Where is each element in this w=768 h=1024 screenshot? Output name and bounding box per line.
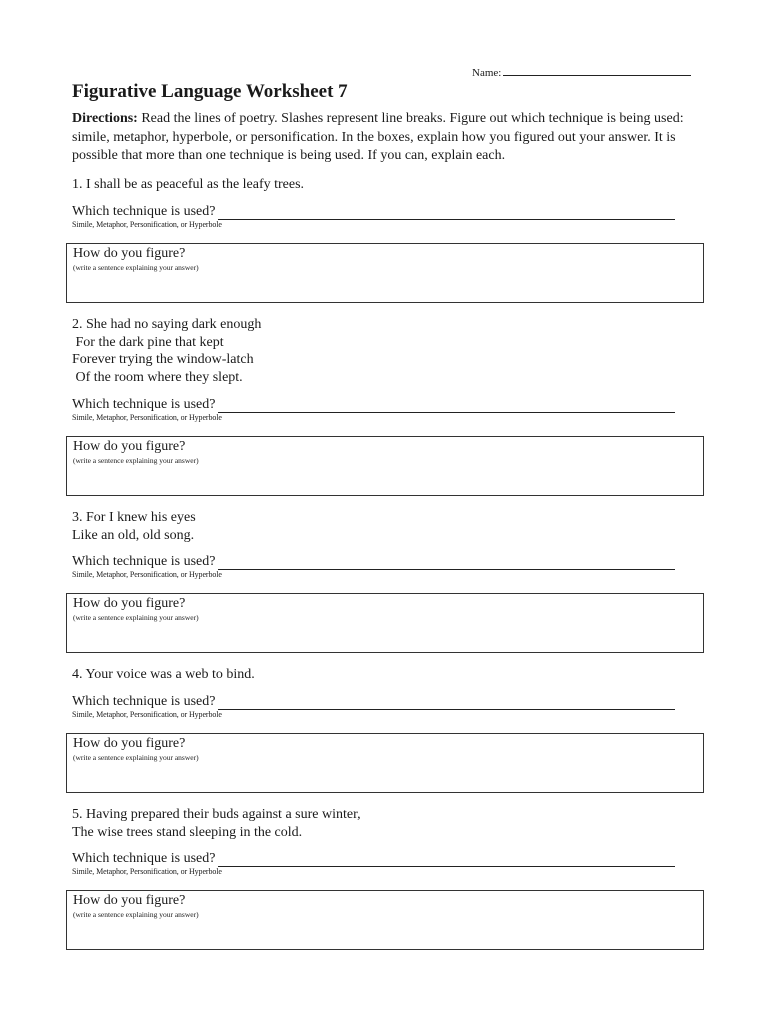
question-2 bbox=[72, 316, 712, 386]
answer-box-hint: (write a sentence explaining your answer) bbox=[73, 456, 199, 465]
technique-prompt: Which technique is used? bbox=[72, 694, 216, 709]
answer-box-5[interactable] bbox=[66, 890, 704, 950]
technique-5 bbox=[72, 851, 712, 876]
technique-2 bbox=[72, 397, 712, 422]
directions-text: Read the lines of poetry. Slashes represent line breaks. Figure out which technique is being used: simile, metaphor, hyperbole, or personification. In the boxes, explain how you figured out your answer. It is possible that more than one technique is being used. If you can, explain each. bbox=[72, 111, 684, 163]
answer-box-2[interactable] bbox=[66, 436, 704, 496]
technique-answer-line[interactable] bbox=[218, 852, 675, 867]
name-blank-line[interactable] bbox=[503, 64, 691, 76]
page-title: Figurative Language Worksheet 7 bbox=[72, 81, 348, 102]
answer-box-hint: (write a sentence explaining your answer) bbox=[73, 613, 199, 622]
poem-line: 5. Having prepared their buds against a sure winter, bbox=[72, 807, 361, 822]
poem-line: For the dark pine that kept bbox=[72, 334, 224, 350]
question-5 bbox=[72, 806, 712, 841]
poem-line: 4. Your voice was a web to bind. bbox=[72, 667, 255, 682]
technique-4 bbox=[72, 694, 712, 719]
directions bbox=[72, 110, 698, 166]
answer-box-label: How do you figure? bbox=[73, 246, 186, 261]
poem-line: 2. She had no saying dark enough bbox=[72, 317, 262, 332]
answer-box-1[interactable] bbox=[66, 243, 704, 303]
technique-1 bbox=[72, 204, 712, 229]
question-4 bbox=[72, 666, 712, 684]
answer-box-4[interactable] bbox=[66, 733, 704, 793]
poem-line: 3. For I knew his eyes bbox=[72, 510, 196, 525]
poem-line: Of the room where they slept. bbox=[72, 369, 243, 385]
technique-answer-line[interactable] bbox=[218, 205, 675, 220]
technique-answer-line[interactable] bbox=[218, 555, 675, 570]
name-field[interactable] bbox=[472, 64, 691, 79]
answer-box-label: How do you figure? bbox=[73, 596, 186, 611]
technique-3 bbox=[72, 554, 712, 579]
technique-hint: Simile, Metaphor, Personification, or Hyperbole bbox=[72, 413, 222, 422]
technique-hint: Simile, Metaphor, Personification, or Hyperbole bbox=[72, 570, 222, 579]
technique-hint: Simile, Metaphor, Personification, or Hyperbole bbox=[72, 710, 222, 719]
technique-prompt: Which technique is used? bbox=[72, 204, 216, 219]
technique-answer-line[interactable] bbox=[218, 695, 675, 710]
poem-line: The wise trees stand sleeping in the cold. bbox=[72, 824, 303, 840]
answer-box-label: How do you figure? bbox=[73, 736, 186, 751]
technique-prompt: Which technique is used? bbox=[72, 397, 216, 412]
answer-box-3[interactable] bbox=[66, 593, 704, 653]
name-label: Name: bbox=[472, 67, 502, 79]
answer-box-hint: (write a sentence explaining your answer) bbox=[73, 910, 199, 919]
technique-prompt: Which technique is used? bbox=[72, 851, 216, 866]
poem-line: Forever trying the window-latch bbox=[72, 352, 254, 367]
poem-line: Like an old, old song. bbox=[72, 527, 195, 543]
answer-box-hint: (write a sentence explaining your answer) bbox=[73, 263, 199, 272]
technique-answer-line[interactable] bbox=[218, 398, 675, 413]
technique-hint: Simile, Metaphor, Personification, or Hyperbole bbox=[72, 220, 222, 229]
technique-prompt: Which technique is used? bbox=[72, 554, 216, 569]
answer-box-label: How do you figure? bbox=[73, 893, 186, 908]
technique-hint: Simile, Metaphor, Personification, or Hyperbole bbox=[72, 867, 222, 876]
answer-box-label: How do you figure? bbox=[73, 439, 186, 454]
directions-label: Directions: bbox=[72, 111, 138, 126]
poem-line: 1. I shall be as peaceful as the leafy trees. bbox=[72, 177, 305, 192]
question-3 bbox=[72, 509, 712, 544]
question-1 bbox=[72, 176, 712, 194]
answer-box-hint: (write a sentence explaining your answer) bbox=[73, 753, 199, 762]
